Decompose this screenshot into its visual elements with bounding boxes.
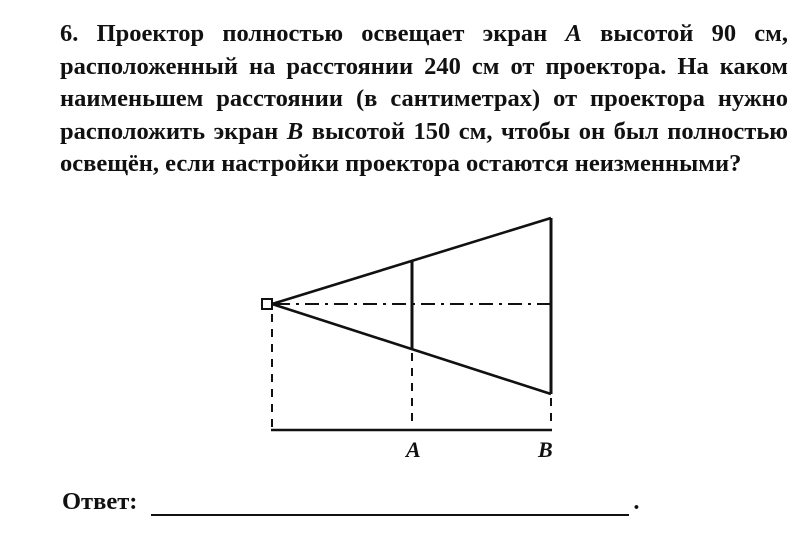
problem-text-segment: высотой 150 см, чтобы он был полностью освещён, если настройки проектора остаются неизменными? <box>60 117 788 177</box>
problem-text-segment: Проектор полностью освещает экран <box>78 20 566 47</box>
label-b: B <box>538 437 553 462</box>
projector-icon <box>262 299 272 309</box>
answer-field[interactable] <box>151 488 629 516</box>
screen-variable: B <box>286 117 304 145</box>
answer-row <box>62 488 640 516</box>
answer-label: Ответ: <box>62 488 138 515</box>
label-a: A <box>406 437 421 462</box>
problem-text-segment: высотой 90 см, расположенный на расстоянии 240 см от проектора. На каком наименьшем расстоянии (в сантиметрах) от проектора нужно расположить экран <box>60 20 788 145</box>
answer-end-mark: . <box>633 488 640 515</box>
screen-variable: A <box>565 20 582 47</box>
problem-number: 6. <box>60 20 79 47</box>
